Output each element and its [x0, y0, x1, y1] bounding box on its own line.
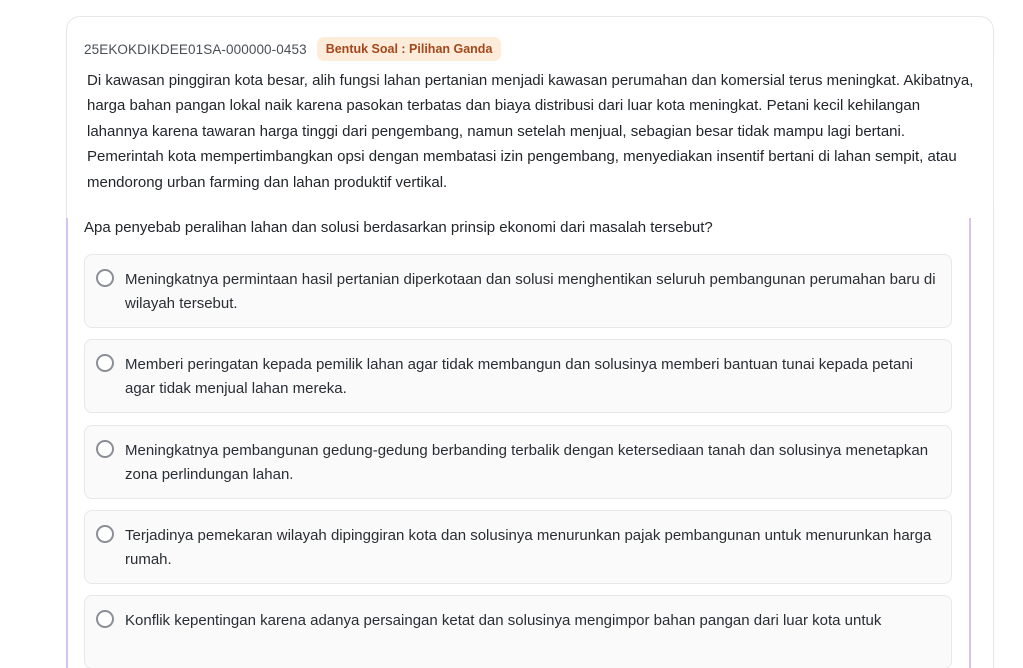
radio-icon[interactable] — [96, 525, 114, 543]
option-c[interactable] — [84, 425, 952, 499]
option-label: Memberi peringatan kepada pemilik lahan agar tidak membangun dan solusinya memberi bantuan tunai kepada petani agar tidak menjual lahan mereka. — [125, 356, 913, 397]
radio-icon[interactable] — [96, 610, 114, 628]
radio-icon[interactable] — [96, 269, 114, 287]
question-id: 25EKOKDIKDEE01SA-000000-0453 — [84, 41, 307, 57]
question-type-badge: Bentuk Soal : Pilihan Ganda — [317, 37, 502, 61]
option-label: Meningkatnya pembangunan gedung-gedung berbanding terbalik dengan ketersediaan tanah dan solusinya menetapkan zona perlindungan lahan. — [125, 442, 929, 483]
option-a[interactable] — [84, 254, 952, 328]
stimulus-passage: Di kawasan pinggiran kota besar, alih fungsi lahan pertanian menjadi kawasan perumahan dan komersial terus meningkat. Akibatnya, harga bahan pangan lokal naik karena pasokan terbatas dan biaya distribusi dari luar kota meningkat. Petani kecil kehilangan lahannya karena tawaran harga tinggi dari pengembang, namun setelah menjual, sebagian besar tidak mampu lagi bertani. Pemerintah kota mempertimbangkan opsi dengan membatasi izin pengembang, menyediakan insentif bertani di lahan sempit, atau mendorong urban farming dan lahan produktif vertikal. — [87, 72, 974, 191]
option-label: Terjadinya pemekaran wilayah dipinggiran kota dan solusinya menurunkan pajak pembangunan untuk menurunkan harga rumah. — [125, 527, 932, 568]
radio-icon[interactable] — [96, 440, 114, 458]
radio-icon[interactable] — [96, 354, 114, 372]
option-label: Konflik kepentingan karena adanya persaingan ketat dan solusinya mengimpor bahan pangan dari luar kota untuk — [125, 612, 882, 629]
option-d[interactable] — [84, 510, 952, 584]
question-header — [84, 36, 501, 62]
option-e[interactable] — [84, 595, 952, 668]
card-edge — [993, 60, 994, 204]
option-label: Meningkatnya permintaan hasil pertanian diperkotaan dan solusi menghentikan seluruh pembangunan perumahan baru di wilayah tersebut. — [125, 271, 936, 312]
question-text: Apa penyebab peralihan lahan dan solusi berdasarkan prinsip ekonomi dari masalah tersebut? — [84, 219, 713, 236]
option-b[interactable] — [84, 339, 952, 413]
